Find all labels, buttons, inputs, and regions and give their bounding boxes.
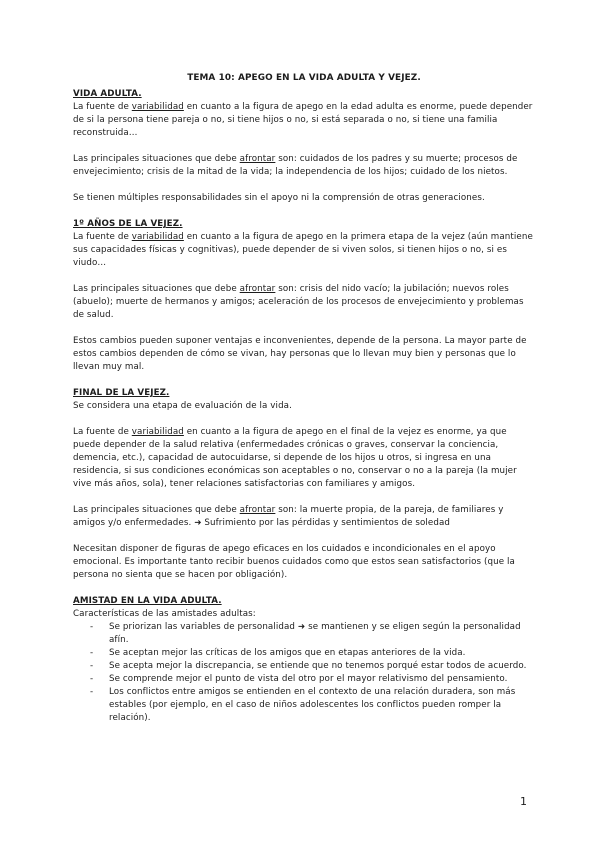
paragraph: Estos cambios pueden suponer ventajas e inconvenientes, depende de la persona. La mayor parte de estos cambios dependen de cómo se vivan, hay personas que lo llevan muy bien y personas que lo llevan muy mal. bbox=[73, 336, 527, 372]
characteristics-list bbox=[73, 621, 535, 725]
section-heading-final-vejez: FINAL DE LA VEJEZ. bbox=[73, 388, 170, 398]
list-item: - Los conflictos entre amigos se entienden en el contexto de una relación duradera, son más estables (por ejemplo, en el caso de niños adolescentes los conflictos pueden romper la relación). bbox=[90, 687, 516, 723]
paragraph: Se tienen múltiples responsabilidades sin el apoyo ni la comprensión de otras generaciones. bbox=[73, 193, 485, 203]
paragraph: La fuente de variabilidad en cuanto a la figura de apego en la edad adulta es enorme, puede depender de si la persona tiene pareja o no, si tiene hijos o no, si está separada o no, si tiene una familia reconstruida… bbox=[73, 102, 533, 138]
paragraph: La fuente de variabilidad en cuanto a la figura de apego en la primera etapa de la vejez (aún mantiene sus capacidades físicas y cognitivas), puede depender de si viven solos, si tienen hijos o no, si es viudo… bbox=[73, 232, 533, 268]
list-item: - Se priorizan las variables de personalidad ➜ se mantienen y se eligen según la personalidad afín. bbox=[90, 622, 521, 645]
section-heading-vida-adulta: VIDA ADULTA. bbox=[73, 89, 142, 99]
page-number: 1 bbox=[520, 795, 527, 808]
paragraph: Se considera una etapa de evaluación de la vida. bbox=[73, 401, 292, 411]
section-heading-primeros-anos-vejez: 1º AÑOS DE LA VEJEZ. bbox=[73, 219, 183, 229]
paragraph: Necesitan disponer de figuras de apego eficaces en los cuidados e incondicionales en el apoyo emocional. Es importante tanto recibir buenos cuidados como que estos sean satisfactorios (que la persona no sienta que se hacen por obligación). bbox=[73, 544, 515, 580]
paragraph: Características de las amistades adultas: bbox=[73, 609, 256, 619]
paragraph: Las principales situaciones que debe afrontar son: crisis del nido vacío; la jubilación; nuevos roles (abuelo); muerte de hermanos y amigos; aceleración de los procesos de envejecimiento y problemas de salud. bbox=[73, 284, 524, 320]
paragraph: La fuente de variabilidad en cuanto a la figura de apego en el final de la vejez es enorme, ya que puede depender de la salud relativa (enfermedades crónicas o graves, conservar la conciencia, demencia, etc.), capacidad de autocuidarse, si depende de los hijos u otros, si ingresa en una residencia, si sus condiciones económicas son aceptables o no, conservar o no a la pareja (la mujer vive más años, sola), tener relaciones satisfactorias con familiares y amigos. bbox=[73, 427, 517, 489]
document-title: TEMA 10: APEGO EN LA VIDA ADULTA Y VEJEZ. bbox=[187, 73, 421, 83]
list-item: - Se aceptan mejor las críticas de los amigos que en etapas anteriores de la vida. bbox=[90, 648, 466, 658]
list-item: - Se acepta mejor la discrepancia, se entiende que no tenemos porqué estar todos de acuerdo. bbox=[90, 661, 527, 671]
section-heading-amistad-vida-adulta: AMISTAD EN LA VIDA ADULTA. bbox=[73, 596, 222, 606]
document-page bbox=[73, 72, 535, 725]
paragraph: Las principales situaciones que debe afrontar son: cuidados de los padres y su muerte; procesos de envejecimiento; crisis de la mitad de la vida; la independencia de los hijos; cuidado de los nietos. bbox=[73, 154, 518, 177]
list-item: - Se comprende mejor el punto de vista del otro por el mayor relativismo del pensamiento. bbox=[90, 674, 508, 684]
paragraph: Las principales situaciones que debe afrontar son: la muerte propia, de la pareja, de familiares y amigos y/o enfermedades. ➜ Sufrimiento por las pérdidas y sentimientos de soledad bbox=[73, 505, 504, 528]
